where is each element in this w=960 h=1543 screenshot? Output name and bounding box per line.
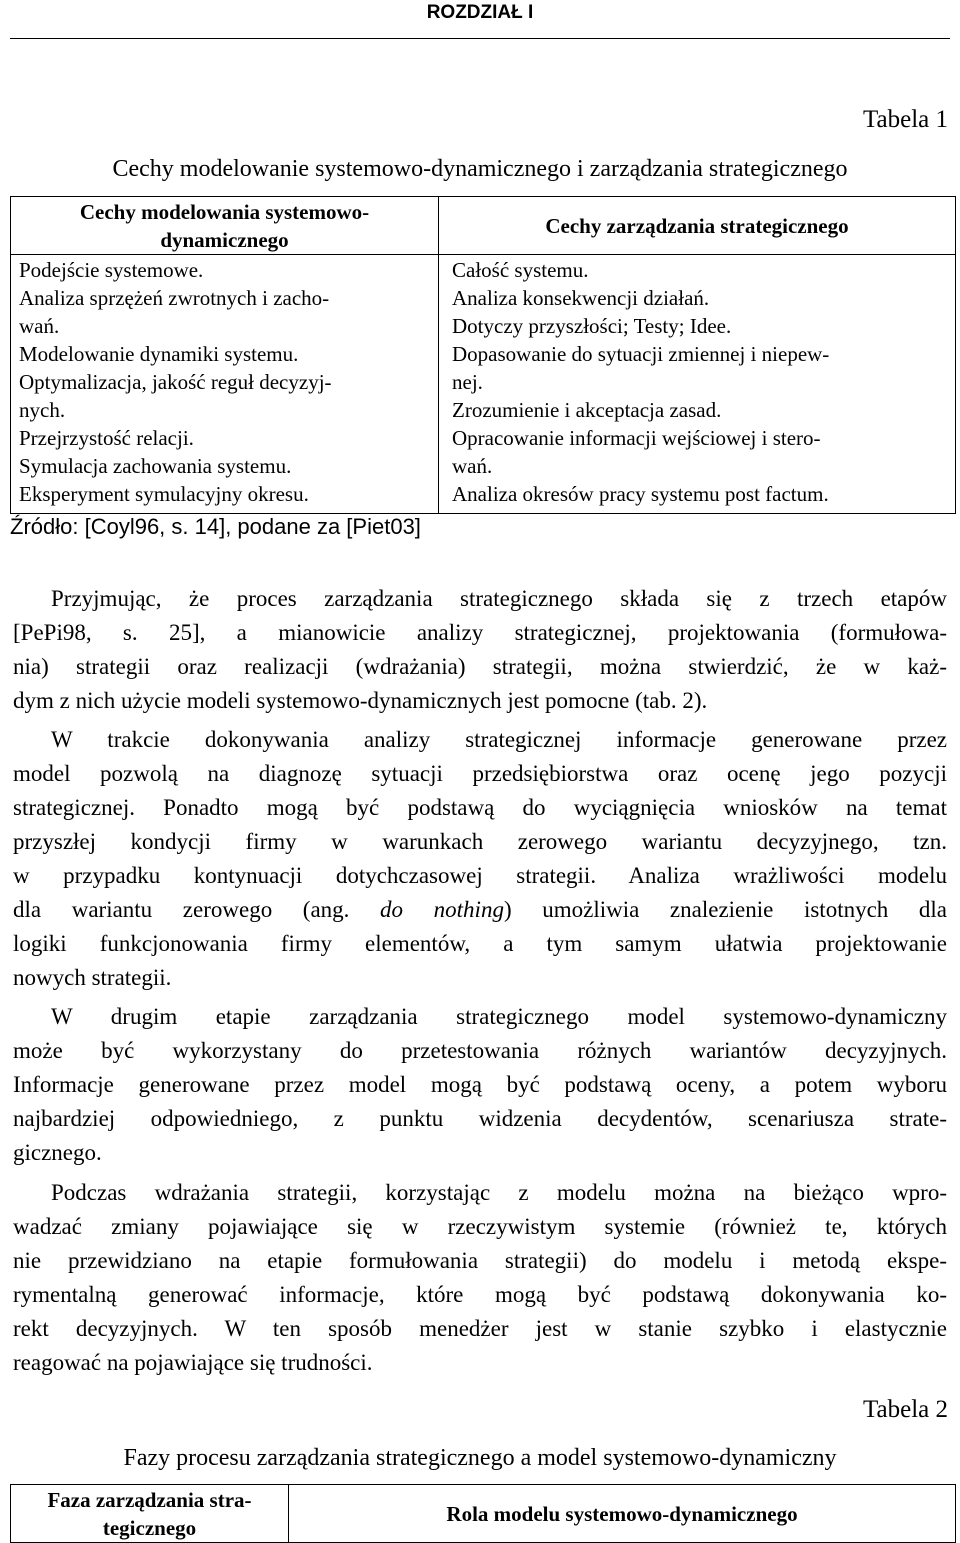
- table1-col2-line: Opracowanie informacji wejściowej i stero-: [452, 426, 821, 450]
- paragraph-line: Podczas wdrażania strategii, korzystając z modelu można na bieżąco wpro-: [51, 1180, 947, 1205]
- table1-col1-line: Modelowanie dynamiki systemu.: [19, 342, 299, 366]
- paragraph-line: przyszłej kondycji firmy w warunkach zerowego wariantu decyzyjnego, tzn.: [13, 829, 947, 854]
- paragraph-line: logiki funkcjonowania firmy elementów, a tym samym ułatwia projektowanie: [13, 931, 947, 956]
- table1-col1-line: Podejście systemowe.: [19, 258, 204, 282]
- table2: [10, 1484, 956, 1543]
- paragraph-3: [13, 1000, 947, 1170]
- table1-col2-line: Dotyczy przyszłości; Testy; Idee.: [452, 314, 732, 338]
- paragraph-line: W drugim etapie zarządzania strategicznego model systemowo-dynamiczny: [51, 1004, 947, 1029]
- table1-col1-line: Symulacja zachowania systemu.: [19, 454, 292, 478]
- table1-col2-line: Zrozumienie i akceptacja zasad.: [452, 398, 722, 422]
- paragraph-line: rekt decyzyjnych. W ten sposób menedżer jest w stanie szybko i elastycznie: [13, 1316, 947, 1341]
- table2-col1-header: [11, 1485, 289, 1543]
- paragraph-line: dla wariantu zerowego (ang. do nothing) umożliwia znalezienie istotnych dla: [13, 897, 948, 922]
- paragraph-line: dym z nich użycie modeli systemowo-dynamicznych jest pomocne (tab. 2).: [13, 688, 708, 713]
- table1-label: Tabela 1: [862, 106, 948, 133]
- table1-col1-cell: [11, 255, 439, 514]
- header-divider: [10, 38, 950, 39]
- table1-col1-line: Eksperyment symulacyjny okresu.: [19, 482, 309, 506]
- paragraph-1: [13, 582, 947, 718]
- table1-body-row: [11, 255, 956, 514]
- table1: [10, 196, 956, 514]
- table2-col1-header-line: Faza zarządzania stra-: [47, 1487, 252, 1512]
- paragraph-line: nowych strategii.: [13, 965, 172, 990]
- paragraph-line: strategicznej. Ponadto mogą być podstawą do wyciągnięcia wniosków na temat: [13, 795, 947, 820]
- paragraph-line: model pozwolą na diagnozę sytuacji przedsiębiorstwa oraz ocenę jego pozycji: [13, 761, 947, 786]
- paragraph-line: gicznego.: [13, 1140, 102, 1165]
- paragraph-line: [PePi98, s. 25], a mianowicie analizy strategicznej, projektowania (formułowa-: [13, 620, 947, 645]
- page-header: [0, 0, 960, 42]
- table1-col1-header-line: Cechy modelowania systemowo-: [79, 199, 370, 224]
- paragraph-line: może być wykorzystany do przetestowania różnych wariantów decyzyjnych.: [13, 1038, 947, 1063]
- table1-col1-line: Analiza sprzężeń zwrotnych i zacho-: [19, 286, 330, 310]
- table2-col2-header: Rola modelu systemowo-dynamicznego: [289, 1485, 956, 1543]
- paragraph-line: Przyjmując, że proces zarządzania strategicznego składa się z trzech etapów: [51, 586, 947, 611]
- table1-col1-header-line: dynamicznego: [160, 227, 289, 252]
- paragraph-4: [13, 1176, 947, 1380]
- chapter-title: ROZDZIAŁ I: [426, 2, 534, 23]
- table1-source: Źródło: [Coyl96, s. 14], podane za [Piet03]: [10, 514, 421, 539]
- table1-header-row: [11, 197, 956, 255]
- paragraph-line: Informacje generowane przez model mogą być podstawą oceny, a potem wyboru: [13, 1072, 947, 1097]
- table1-col2-line: Całość systemu.: [452, 258, 589, 282]
- table1-col2-line: Analiza okresów pracy systemu post factum.: [452, 482, 829, 506]
- table1-col2-cell: [439, 255, 956, 514]
- table1-col2-header: Cechy zarządzania strategicznego: [439, 197, 956, 255]
- table1-caption: Cechy modelowanie systemowo-dynamicznego i zarządzania strategicznego: [112, 156, 848, 182]
- table2-col1-header-line: tegicznego: [102, 1515, 197, 1540]
- paragraph-line: nie przewidziano na etapie formułowania strategii) do modelu i metodą ekspe-: [13, 1248, 947, 1273]
- table1-col2-line: nej.: [452, 370, 483, 394]
- table1-col1-line: wań.: [19, 314, 60, 338]
- paragraph-line: W trakcie dokonywania analizy strategicznej informacje generowane przez: [51, 727, 947, 752]
- paragraph-line: rymentalną generować informacje, które mogą być podstawą dokonywania ko-: [13, 1282, 947, 1307]
- table2-label: Tabela 2: [862, 1396, 948, 1423]
- paragraph-line: reagować na pojawiające się trudności.: [13, 1350, 373, 1375]
- table1-col2-line: Dopasowanie do sytuacji zmiennej i niepew-: [452, 342, 830, 366]
- table2-caption: Fazy procesu zarządzania strategicznego a model systemowo-dynamiczny: [123, 1445, 837, 1471]
- table1-col1-line: Przejrzystość relacji.: [19, 426, 194, 450]
- paragraph-2: [13, 723, 947, 995]
- paragraph-line: w przypadku kontynuacji dotychczasowej strategii. Analiza wrażliwości modelu: [13, 863, 947, 888]
- table1-col1-line: nych.: [19, 398, 66, 422]
- paragraph-line: wadzać zmiany pojawiające się w rzeczywistym systemie (również te, których: [13, 1214, 947, 1239]
- table1-col2-line: Analiza konsekwencji działań.: [452, 286, 710, 310]
- paragraph-line: najbardziej odpowiedniego, z punktu widzenia decydentów, scenariusza strate-: [13, 1106, 947, 1131]
- table1-col1-line: Optymalizacja, jakość reguł decyzyj-: [19, 370, 332, 394]
- table1-col2-line: wań.: [452, 454, 493, 478]
- table1-col1-header: [11, 197, 439, 255]
- paragraph-line: nia) strategii oraz realizacji (wdrażania) strategii, można stwierdzić, że w każ-: [13, 654, 947, 679]
- table2-header-row: [11, 1485, 956, 1543]
